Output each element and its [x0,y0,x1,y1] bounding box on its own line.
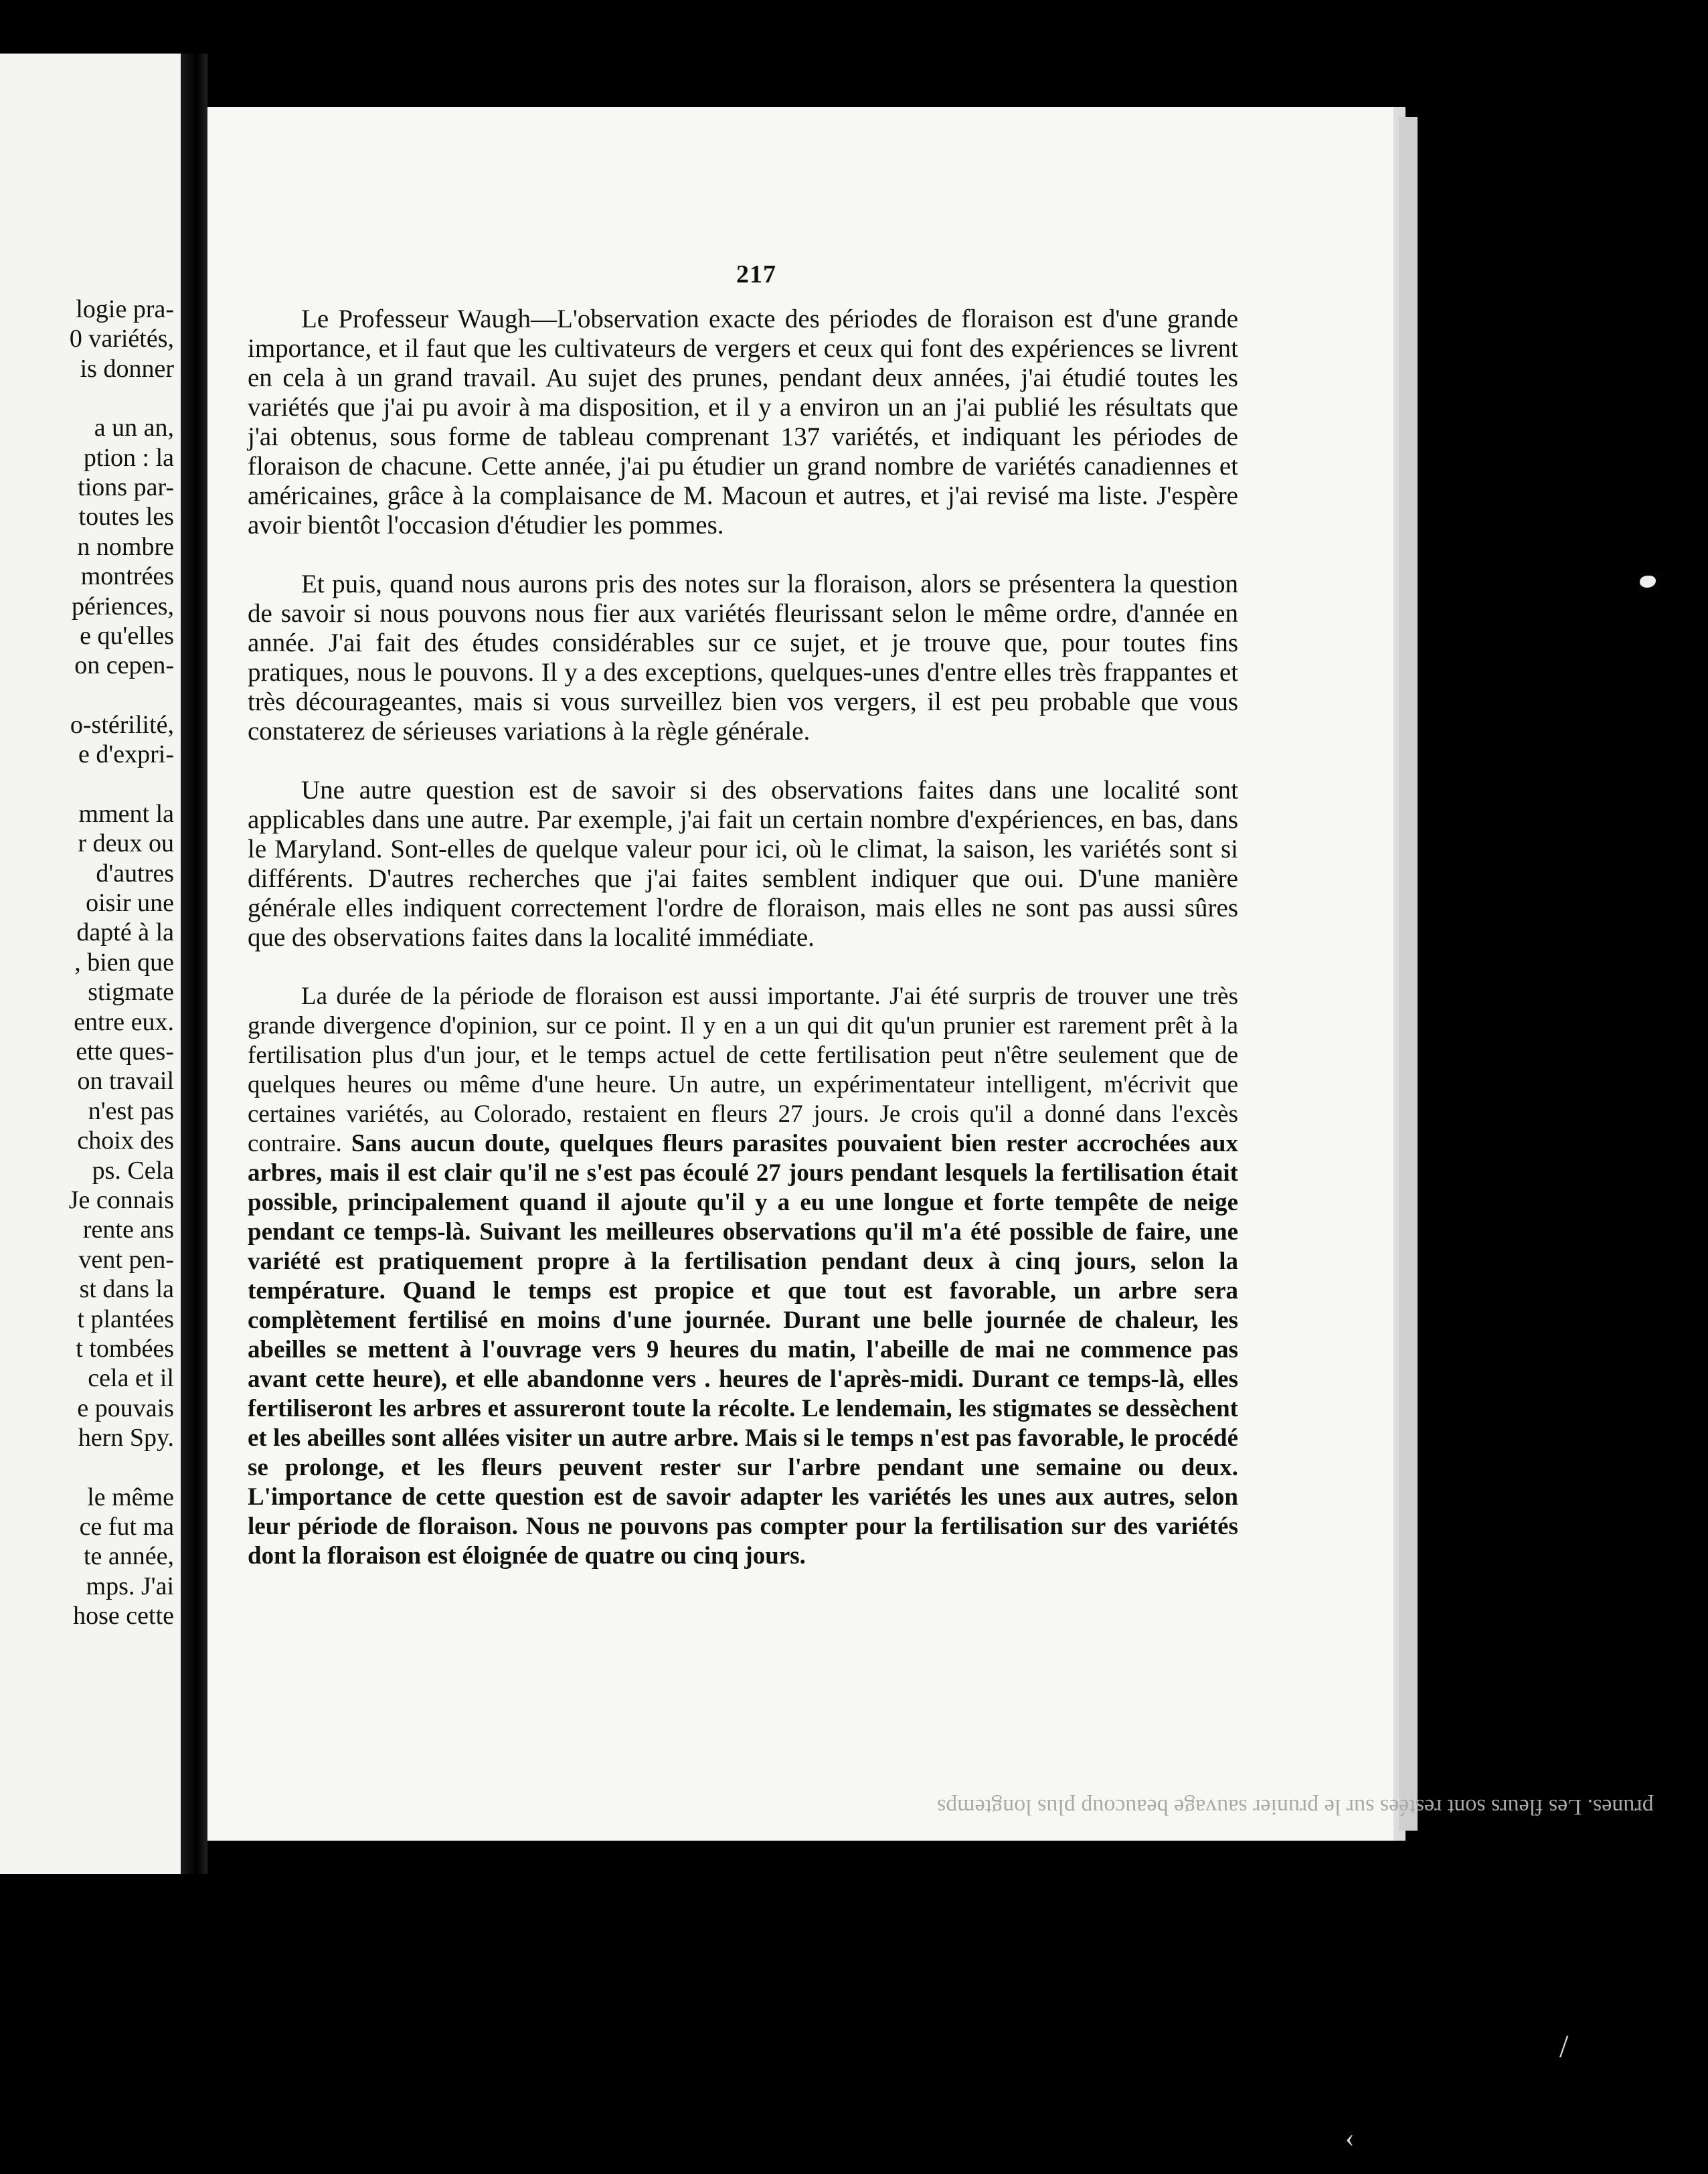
left-page-line: entre eux. [74,1007,174,1036]
left-page-line: le même [87,1483,174,1511]
scan-speck [1640,576,1656,588]
scan-mark: / [1559,2029,1569,2064]
left-page-line: r deux ou [78,829,174,858]
page-edge [1399,117,1418,1831]
paragraph-1: Le Professeur Waugh—L'observation exacte des périodes de floraison est d'une grande importance, et il faut que les cultivateurs de vergers et ceux qui font des expériences se livrent en cela à un grand travail. Au sujet des prunes, pendant deux années, j'ai étudié toutes les variétés que j'ai pu avoir à ma disposition, et il y a environ un an j'ai publié les résultats que j'ai obtenus, sous forme de tableau comprenant 137 variétés, et indiquant les périodes de floraison de chacune. Cette année, j'ai pu étudier un grand nombre de variétés canadiennes et américaines, grâce à la complaisance de M. Macoun et autres, et j'ai revisé ma liste. J'espère avoir bientôt l'occasion d'étudier les pommes. [248,305,1238,539]
left-page-line: ps. Cela [92,1156,174,1185]
left-page-line: te année, [83,1542,174,1571]
left-page-line: toutes les [78,503,174,531]
scan-mark-bottom: ‹ [1345,2122,1355,2153]
page-body [248,305,1238,1600]
left-page-line: e pouvais [77,1394,174,1422]
left-page-line: t plantées [77,1305,174,1333]
left-page-line [0,681,174,710]
left-page-line: mment la [78,799,174,828]
left-page-line [0,770,174,799]
left-page-line: , bien que [74,948,174,977]
bleed-through-text: prunes. Les fleurs sont restées sur le prunier sauvage beaucoup plus longtemps [937,1794,1654,1819]
left-page-line [0,1453,174,1483]
left-facing-page [0,54,181,1874]
left-page-line: d'autres [96,859,174,888]
left-page-line: logie pra- [76,295,174,323]
left-page-line: ce fut ma [79,1513,174,1541]
paragraph-4-bold: Sans aucun doute, quelques fleurs parasites pouvaient bien rester accrochées aux arbres, mais il est clair qu'il ne s'est pas écoulé 27 jours pendant lesquels la fertilisation était possible, principalement quand il ajoute qu'il y a eu une longue et forte tempête de neige pendant ce temps-là. Suivant les meilleures observations qu'il m'a été possible de faire, une variété est pratiquement propre à la fertilisation pendant deux à cinq jours, selon la température. Quand le temps est propice et que tout est favorable, un arbre sera complètement fertilisé en moins d'une journée. Durant une belle journée de chaleur, les abeilles se mettent à l'ouvrage vers 9 heures du matin, l'abeille de mai ne commence pas avant cette heure), et elle abandonne vers . heures de l'après-midi. Durant ce temps-là, elles fertiliseront les arbres et assureront toute la récolte. Le lendemain, les stigmates se dessèchent et les abeilles sont allées visiter un autre arbre. Mais si le temps n'est pas favorable, le procédé se prolonge, et les fleurs peuvent rester sur l'arbre pendant une semaine ou deux. L'importance de cette question est de savoir adapter les variétés les unes aux autres, selon leur période de floraison. Nous ne pouvons pas compter pour la fertilisation sur des variétés dont la floraison est éloignée de quatre ou cinq jours. [248,1130,1238,1570]
left-page-line: tions par- [78,473,174,502]
left-page-line: oisir une [86,888,174,917]
left-page-line: e qu'elles [80,622,174,651]
left-page-line: hern Spy. [78,1424,174,1452]
left-page-line: périences, [72,592,174,620]
page-number: 217 [736,260,776,288]
left-page-line: stigmate [88,978,174,1007]
left-page-line: a un an, [94,414,174,442]
left-page-line: o-stérilité, [70,710,174,739]
left-page-line: vent pen- [78,1245,174,1274]
book-gutter [181,54,207,1874]
left-page-line: hose cette [73,1602,174,1630]
paragraph-4-start: La durée de la période de floraison est aussi importante. J'ai été surpris de trouver une très grande divergence d'opinion, sur ce point. Il y en a un qui dit qu'un prunier est rarement prêt à la fertilisation plus d'un jour, et le temps actuel de cette fertilisation peut n'être seulement que de quelques heures ou même d'une heure. Un autre, un expérimentateur intelligent, m'écrivit que certaines variétés, au Colorado, restaient en fleurs 27 jours. Je crois qu'il a donné dans l'excès contraire. [248,983,1238,1157]
left-page-line: choix des [77,1126,174,1155]
left-page-line: montrées [80,562,174,591]
left-page-line: dapté à la [76,918,174,947]
left-page-line: on cepen- [74,651,174,680]
paragraph-4 [248,982,1238,1571]
left-page-line: Je connais [68,1185,174,1214]
left-page-line: ption : la [83,443,174,472]
left-page-line: mps. J'ai [86,1572,174,1600]
left-page-line: is donner [80,354,174,383]
left-page-line: rente ans [82,1216,174,1244]
left-page-line: e d'expri- [78,740,174,769]
left-page-line: 0 variétés, [69,325,174,353]
left-page-line: on travail [77,1067,174,1096]
left-page-line: cela et il [88,1364,174,1393]
left-page-text [0,295,174,1631]
paragraph-3: Une autre question est de savoir si des observations faites dans une localité sont applicables dans une autre. Par exemple, j'ai fait un certain nombre d'expériences, en bas, dans le Maryland. Sont-elles de quelque valeur pour ici, où le climat, la saison, les variétés sont si différents. D'autres recherches que j'ai faites semblent indiquer que oui. D'une manière générale elles indiquent correctement l'ordre de floraison, mais elles ne sont pas aussi sûres que des observations faites dans la localité immédiate. [248,776,1238,952]
left-page-line: n'est pas [88,1096,174,1125]
left-page-line: t tombées [76,1335,174,1363]
left-page-line: st dans la [79,1275,174,1304]
left-page-line: n nombre [77,532,174,561]
left-page-line: ette ques- [76,1037,174,1066]
paragraph-2: Et puis, quand nous aurons pris des notes sur la floraison, alors se présentera la question de savoir si nous pouvons nous fier aux variétés fleurissant selon le même ordre, d'année en année. J'ai fait des études considérables sur ce sujet, et je trouve que, pour toutes fins pratiques, nous le pouvons. Il y a des exceptions, quelques-unes d'entre elles très frappantes et très décourageantes, mais si vous surveillez bien vos vergers, il est peu probable que vous constaterez de sérieuses variations à la règle générale. [248,570,1238,746]
left-page-line [0,384,174,413]
